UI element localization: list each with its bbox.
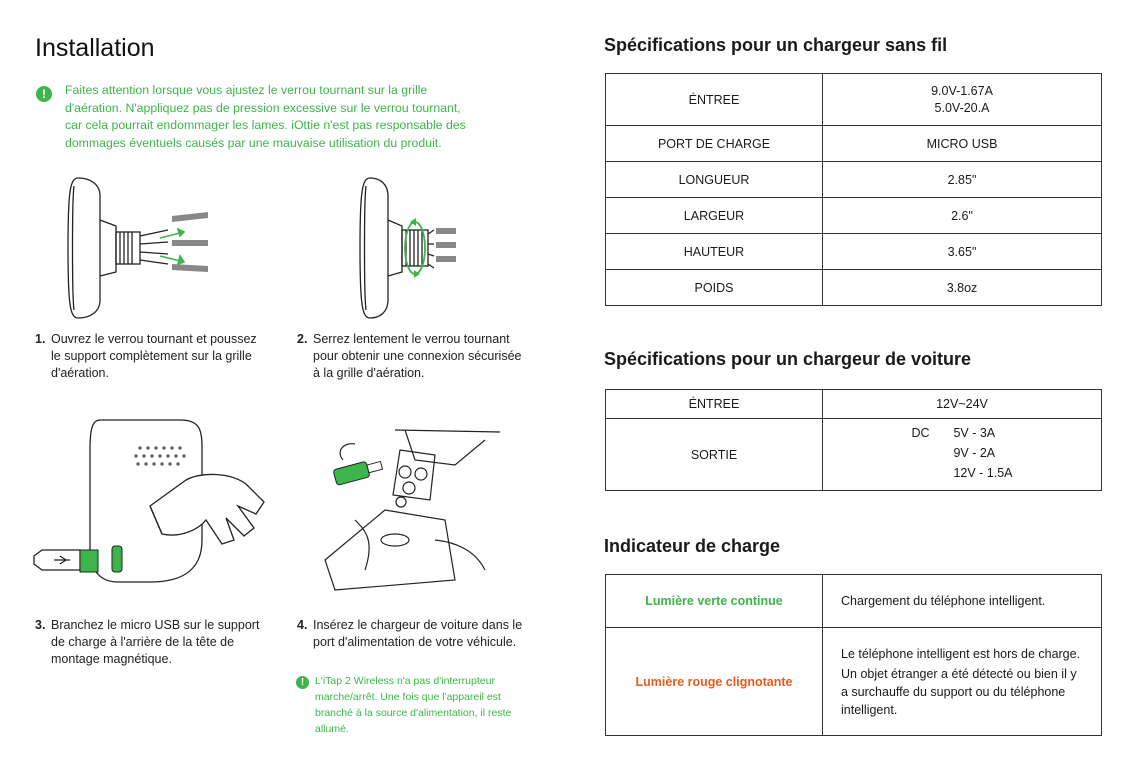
table-row xyxy=(606,628,1102,736)
step-number: 2. xyxy=(297,332,308,346)
spec-value: MICRO USB xyxy=(823,126,1102,162)
dc-label: DC xyxy=(911,426,930,440)
car-specs-table xyxy=(605,389,1102,491)
illustration-tighten-lock xyxy=(340,172,500,324)
warning-text: Faites attention lorsque vous ajustez le verrou tournant sur la grille d'aération. N'appliquez pas de pression excessive sur le verrou tournant, car cela pourrait endommager les lames. iOttie n'est pas responsable des dommages éventuels causés par une mauvaise utilisation du produit. xyxy=(65,83,466,150)
spec-label: HAUTEUR xyxy=(606,234,823,270)
table-row xyxy=(606,74,1102,126)
wireless-specs-title: Spécifications pour un chargeur sans fil xyxy=(604,35,948,55)
spec-value: 3.8oz xyxy=(823,270,1102,306)
table-row xyxy=(606,390,1102,419)
step-4 xyxy=(297,617,528,651)
step-text: Insérez le chargeur de voiture dans le port d'alimentation de votre véhicule. xyxy=(313,618,523,649)
illustration-micro-usb xyxy=(30,410,275,590)
spec-value-line: 5.0V-20.A xyxy=(934,100,990,115)
spec-label: PORT DE CHARGE xyxy=(606,126,823,162)
spec-label: ÉNTREE xyxy=(606,74,823,126)
spec-label: POIDS xyxy=(606,270,823,306)
table-row xyxy=(606,162,1102,198)
red-light-desc xyxy=(823,628,1102,736)
indicator-table xyxy=(605,574,1102,736)
spec-value xyxy=(823,74,1102,126)
step-text: Ouvrez le verrou tournant et poussez le support complètement sur la grille d'aération. xyxy=(51,332,257,380)
table-row xyxy=(606,270,1102,306)
illustration-open-lock xyxy=(60,172,220,324)
step-number: 3. xyxy=(35,618,46,632)
sortie-value: 9V - 2A xyxy=(953,446,996,460)
spec-value-line: 9.0V-1.67A xyxy=(931,83,993,98)
step-2 xyxy=(297,331,528,382)
page-title: Installation xyxy=(35,34,155,62)
spec-label: LARGEUR xyxy=(606,198,823,234)
sortie-values xyxy=(911,423,1012,483)
table-row xyxy=(606,419,1102,491)
spec-label: ÉNTREE xyxy=(606,390,823,419)
illustration-car-charger xyxy=(305,420,505,595)
step-number: 4. xyxy=(297,618,308,632)
warning-block xyxy=(36,82,476,152)
spec-value xyxy=(823,419,1102,491)
spec-label: LONGUEUR xyxy=(606,162,823,198)
note-block xyxy=(296,673,536,737)
step-text: Branchez le micro USB sur le support de charge à l'arrière de la tête de montage magnétique. xyxy=(51,618,260,666)
table-row xyxy=(606,198,1102,234)
exclamation-icon: ! xyxy=(36,86,52,102)
step-1 xyxy=(35,331,266,382)
green-light-label: Lumière verte continue xyxy=(606,575,823,628)
indicator-title: Indicateur de charge xyxy=(604,536,781,556)
sortie-value: 5V - 3A xyxy=(953,426,996,440)
table-row xyxy=(606,234,1102,270)
red-desc-line: Le téléphone intelligent est hors de charge. xyxy=(841,646,1081,661)
spec-label: SORTIE xyxy=(606,419,823,491)
spec-value: 3.65" xyxy=(823,234,1102,270)
green-light-desc: Chargement du téléphone intelligent. xyxy=(823,575,1102,628)
car-specs-title: Spécifications pour un chargeur de voiture xyxy=(604,349,972,369)
step-text: Serrez lentement le verrou tournant pour obtenir une connexion sécurisée à la grille d'aération. xyxy=(313,332,522,380)
step-number: 1. xyxy=(35,332,46,346)
sortie-value: 12V - 1.5A xyxy=(953,466,1013,480)
red-desc-line: Un objet étranger a été détecté ou bien il y a surchauffe du support ou du téléphone intelligent. xyxy=(841,666,1077,717)
spec-value: 2.85" xyxy=(823,162,1102,198)
table-row xyxy=(606,575,1102,628)
spec-value: 12V~24V xyxy=(823,390,1102,419)
spec-value: 2.6" xyxy=(823,198,1102,234)
table-row xyxy=(606,126,1102,162)
exclamation-icon: ! xyxy=(296,676,309,689)
wireless-specs-table xyxy=(605,73,1102,306)
note-text: L'iTap 2 Wireless n'a pas d'interrupteur marche/arrêt. Une fois que l'appareil est branché à la source d'alimentation, il reste allumé. xyxy=(315,675,512,735)
step-3 xyxy=(35,617,266,668)
red-light-label: Lumière rouge clignotante xyxy=(606,628,823,736)
